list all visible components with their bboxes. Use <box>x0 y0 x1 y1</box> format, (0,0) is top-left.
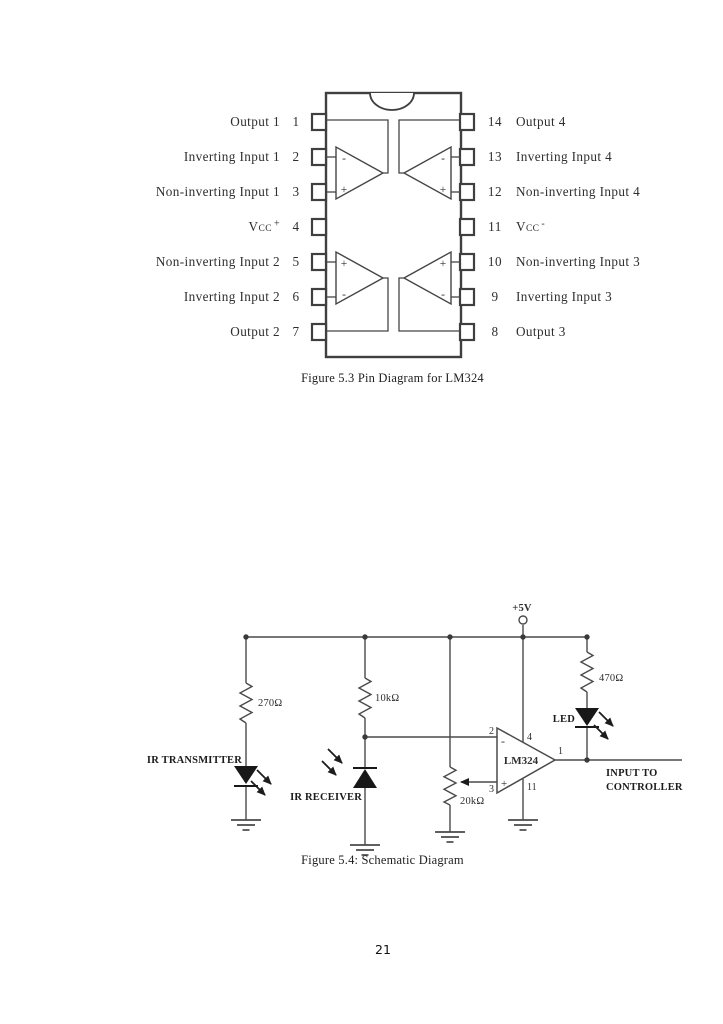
pin-label-12: Non-inverting Input 4 <box>516 184 641 199</box>
page-number: 21 <box>375 942 391 957</box>
resistors <box>240 652 593 805</box>
opamp1-plus-sign: + <box>340 184 348 196</box>
pin-label-6: Inverting Input 2 <box>183 289 280 304</box>
pin-label-5: Non-inverting Input 2 <box>155 254 280 269</box>
opamp2-plus-sign: + <box>340 258 348 270</box>
pin-number-4: 4 <box>292 219 300 234</box>
pin-number-7: 7 <box>292 324 300 339</box>
led-label: LED <box>552 714 575 725</box>
supply-label: +5V <box>512 603 532 614</box>
ic-body <box>326 93 461 357</box>
schematic-graphic <box>140 590 710 860</box>
ir-emit-arrow-1 <box>257 770 271 784</box>
pin-number-3: 3 <box>292 184 300 199</box>
potentiometer-20k-symbol <box>444 767 456 805</box>
pin11-label: 11 <box>527 782 537 793</box>
pin-box-6 <box>312 289 326 305</box>
pin-number-9: 9 <box>491 289 499 304</box>
pin1-label: 1 <box>558 746 563 757</box>
opamp3-minus-sign: - <box>441 289 445 301</box>
pin-box-11 <box>460 219 474 235</box>
ir-receive-arrow-2 <box>322 761 336 775</box>
ground-opamp <box>508 820 538 830</box>
pin-box-1 <box>312 114 326 130</box>
led-emit-arrow-1 <box>599 712 613 726</box>
ir-emit-arrow-2 <box>251 781 265 795</box>
resistor-270-symbol <box>240 683 252 723</box>
pin-box-4 <box>312 219 326 235</box>
pin4-label: 4 <box>527 732 532 743</box>
ir-transmitter-label: IR TRANSMITTER <box>146 755 242 766</box>
pin-number-2: 2 <box>292 149 300 164</box>
figure-5-4-caption: Figure 5.4: Schematic Diagram <box>301 853 464 867</box>
pin-number-5: 5 <box>292 254 300 269</box>
pin-box-14 <box>460 114 474 130</box>
resistor-470-symbol <box>581 652 593 692</box>
opamp1-minus-sign: - <box>342 153 346 165</box>
pin-number-11: 11 <box>488 219 502 234</box>
pin-labels-right <box>488 114 640 339</box>
ground-pot <box>435 832 465 842</box>
ground-symbols <box>231 820 538 855</box>
led-emit-arrow-2 <box>594 725 608 739</box>
pin-label-13: Inverting Input 4 <box>516 149 613 164</box>
figure-5-3-caption: Figure 5.3 Pin Diagram for LM324 <box>301 371 484 385</box>
resistor-10k-symbol <box>359 678 371 718</box>
ir-receiver-diode <box>353 769 377 788</box>
opamp-name-label: LM324 <box>503 755 539 767</box>
opamp4-plus-sign: + <box>439 184 447 196</box>
pin-number-13: 13 <box>487 149 503 164</box>
pin-label-1: Output 1 <box>230 114 280 129</box>
pin-number-14: 14 <box>487 114 503 129</box>
pin-number-12: 12 <box>487 184 503 199</box>
pin-label-8: Output 3 <box>516 324 566 339</box>
pin2-label: 2 <box>489 726 494 737</box>
pin-number-1: 1 <box>292 114 300 129</box>
pin-box-12 <box>460 184 474 200</box>
opamp2-minus-sign: - <box>342 289 346 301</box>
pin-number-6: 6 <box>292 289 300 304</box>
pin-box-10 <box>460 254 474 270</box>
pin-box-7 <box>312 324 326 340</box>
pin-label-10: Non-inverting Input 3 <box>516 254 641 269</box>
pin-box-5 <box>312 254 326 270</box>
pin-box-3 <box>312 184 326 200</box>
resistor-10k-label: 10kΩ <box>375 693 400 704</box>
pin-label-2: Inverting Input 1 <box>183 149 280 164</box>
ir-receive-arrow-1 <box>328 749 342 763</box>
pin-label-3: Non-inverting Input 1 <box>155 184 280 199</box>
pin-box-8 <box>460 324 474 340</box>
pin-label-7: Output 2 <box>230 324 280 339</box>
resistor-270-label: 270Ω <box>258 698 283 709</box>
pin-box-2 <box>312 149 326 165</box>
pin-number-8: 8 <box>491 324 499 339</box>
ir-transmitter-diode <box>234 766 258 784</box>
opamp-plus-sign: + <box>501 778 508 790</box>
opamp3-plus-sign: + <box>439 258 447 270</box>
junction-dots <box>243 634 589 762</box>
ground-transmitter <box>231 820 261 830</box>
ir-receiver-label: IR RECEIVER <box>290 792 362 803</box>
output-label-line2: CONTROLLER <box>606 782 683 793</box>
pin-label-9: Inverting Input 3 <box>516 289 613 304</box>
potentiometer-20k-label: 20kΩ <box>460 796 485 807</box>
led-diode <box>575 708 599 726</box>
output-label-line1: INPUT TO <box>606 768 658 779</box>
pin-number-10: 10 <box>487 254 503 269</box>
opamp4-minus-sign: - <box>441 153 445 165</box>
pin-diagram-graphic <box>140 88 660 366</box>
pin-label-14: Output 4 <box>516 114 566 129</box>
pin-box-9 <box>460 289 474 305</box>
pin-box-13 <box>460 149 474 165</box>
pin3-label: 3 <box>489 784 494 795</box>
opamp-minus-sign: - <box>501 734 505 748</box>
pin-labels-left <box>156 114 300 339</box>
resistor-470-label: 470Ω <box>599 673 624 684</box>
ic-pins-left <box>312 114 326 340</box>
diodes <box>234 708 599 788</box>
supply-terminal <box>519 616 527 624</box>
pin-label-4-vcc: VCC + <box>248 218 280 234</box>
pin-label-11-vcc: VCC - <box>516 218 546 234</box>
schematic-wires <box>246 625 682 845</box>
